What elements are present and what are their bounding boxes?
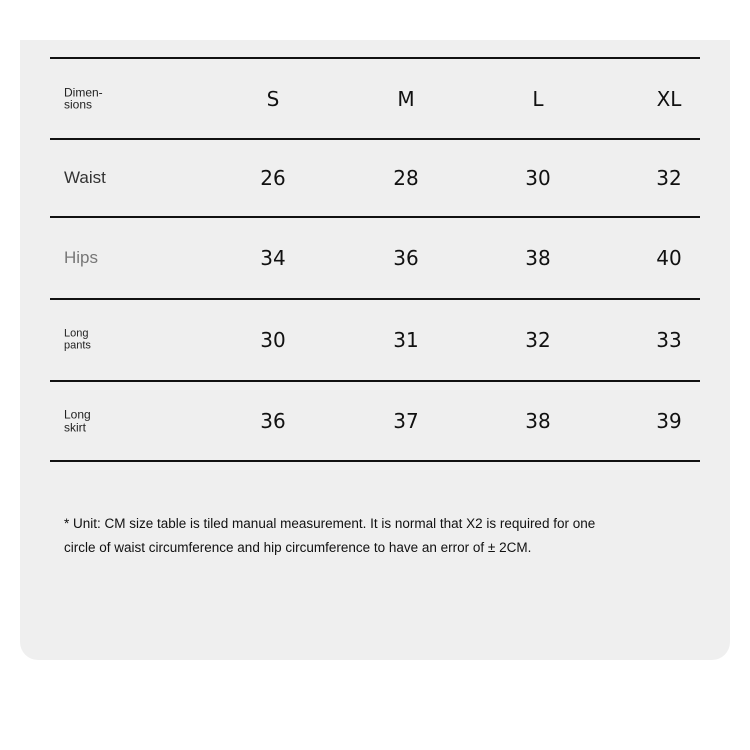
- table-header-row: [50, 57, 700, 138]
- row-label-hips: Hips: [64, 248, 99, 268]
- table-cell: 31: [393, 328, 419, 352]
- table-cell: 36: [393, 246, 419, 270]
- table-cell: 36: [260, 409, 286, 433]
- size-header-s: S: [266, 86, 280, 111]
- table-row-long-skirt: [50, 380, 700, 462]
- size-chart-card: [20, 40, 730, 660]
- table-cell: 32: [525, 328, 551, 352]
- table-cell: 40: [656, 246, 682, 270]
- row-label-long-skirt: Long skirt: [64, 407, 91, 434]
- size-header-l: L: [532, 86, 544, 111]
- table-cell: 26: [260, 166, 286, 190]
- table-cell: 28: [393, 166, 419, 190]
- measurement-note: * Unit: CM size table is tiled manual measurement. It is normal that X2 is required for one circle of waist circumference and hip circumference to have an error of ± 2CM.: [64, 516, 596, 555]
- dimensions-header-label: Dimen- sions: [64, 84, 103, 112]
- size-header-m: M: [397, 86, 415, 111]
- table-cell: 33: [656, 328, 682, 352]
- row-label-waist: Waist: [64, 168, 106, 188]
- table-cell: 32: [656, 166, 682, 190]
- table-cell: 34: [260, 246, 286, 270]
- table-cell: 30: [525, 166, 551, 190]
- table-row-waist: [50, 138, 700, 216]
- row-label-long-pants: Long pants: [64, 327, 91, 351]
- table-row-long-pants: [50, 298, 700, 380]
- table-cell: 37: [393, 409, 419, 433]
- table-cell: 30: [260, 328, 286, 352]
- table-cell: 38: [525, 246, 551, 270]
- size-table: [50, 57, 700, 462]
- size-header-xl: XL: [656, 86, 682, 111]
- table-cell: 38: [525, 409, 551, 433]
- table-cell: 39: [656, 409, 682, 433]
- table-row-hips: [50, 216, 700, 298]
